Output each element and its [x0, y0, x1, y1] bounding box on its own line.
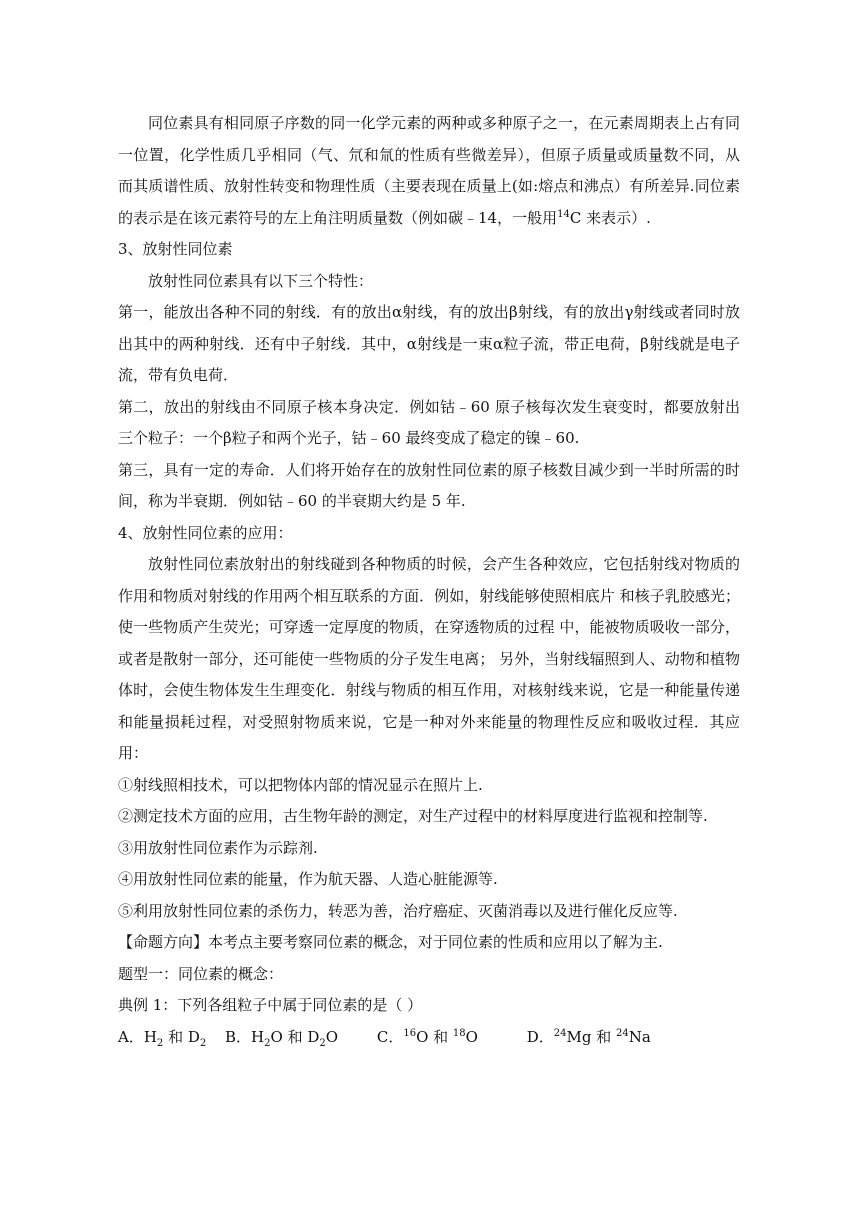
use-item-5: ⑤利用放射性同位素的杀伤力，转恶为善，治疗癌症、灭菌消毒以及进行催化反应等. [118, 901, 678, 920]
use-item-1: ①射线照相技术，可以把物体内部的情况显示在照片上. [118, 775, 483, 794]
option-c: C．$^{16}$O 和 $^{18}$O [376, 1027, 478, 1046]
question-type: 题型一：同位素的概念： [118, 964, 284, 983]
direction-text: 本考点主要考察同位素的概念，对于同位素的性质和应用以了解为主. [208, 933, 663, 951]
option-d: D．$^{24}$Mg 和 $^{24}$Na [526, 1027, 651, 1046]
intro-text-end: C 来表示）. [569, 208, 651, 227]
document-page [118, 108, 740, 1053]
carbon-mass-number: 14 [557, 208, 570, 220]
example-question: 典例 1：下列各组粒子中属于同位素的是（ ） [118, 996, 423, 1014]
properties-intro: 放射性同位素具有以下三个特性： [148, 271, 374, 290]
application-paragraph: 放射性同位素放射出的射线碰到各种物质的时候，会产生各种效应，它包括射线对物质的作用和物质对射线的作用两个相互联系的方面．例如，射线能够使照相底片 和核子乳胶感光；使一些物质产生荧光；可穿透一定厚度的物质，在穿透物质的过程 中，能被物质吸收一部分，或者是散射一部分，还可能使一些物质的分子发生电离； 另外，当射线辐照到人、动物和植物体时，会使生物体发生生理变化．射线与物质的相互作用，对核射线来说，它是一种能量传递和能量损耗过程，对受照射物质来说，它是一种对外来能量的物理性反应和吸收过程．其应用： [118, 555, 740, 762]
property-first: 第一，能放出各种不同的射线．有的放出α射线，有的放出β射线，有的放出γ射线或者同时放出其中的两种射线．还有中子射线．其中，α射线是一束α粒子流，带正电荷，β射线就是电子流，带有负电荷． [118, 303, 740, 384]
section-heading-3: 3、放射性同位素 [118, 240, 233, 258]
option-b: B．$H_2O$ 和 $D_2O$ [225, 1027, 339, 1049]
answer-options [118, 1022, 740, 1054]
intro-paragraph [118, 108, 740, 234]
use-item-2: ②测定技术方面的应用，古生物年龄的测定，对生产过程中的材料厚度进行监视和控制等. [118, 807, 708, 825]
direction-tag: 【命题方向】 [118, 933, 209, 951]
use-item-4: ④用放射性同位素的能量，作为航天器、人造心脏能源等. [118, 870, 498, 888]
section-heading-4: 4、放射性同位素的应用： [118, 523, 293, 542]
intro-text: 同位素具有相同原子序数的同一化学元素的两种或多种原子之一，在元素周期表上占有同一位置，化学性质几乎相同（气、氘和氚的性质有些微差异），但原子质量或质量数不同，从而其质谱性质、放射性转变和物理性质（主要表现在质量上(如:熔点和沸点）有所差异.同位素的表示是在该元素符号的左上角注明质量数（例如碳﹣14，一般用 [118, 114, 740, 227]
property-second: 第二，放出的射线由不同原子核本身决定．例如钴﹣60 原子核每次发生衰变时，都要放射出三个粒子：一个β粒子和两个光子，钴﹣60 最终变成了稳定的镍﹣60. [118, 397, 740, 447]
use-item-3: ③用放射性同位素作为示踪剂. [118, 838, 318, 857]
direction-paragraph [118, 927, 740, 959]
property-third: 第三，具有一定的寿命．人们将开始存在的放射性同位素的原子核数目减少到一半时所需的时间，称为半衰期．例如钴﹣60 的半衰期大约是 5 年. [118, 460, 740, 510]
option-a: A．$H_2$ 和 $D_2$ [118, 1027, 207, 1049]
